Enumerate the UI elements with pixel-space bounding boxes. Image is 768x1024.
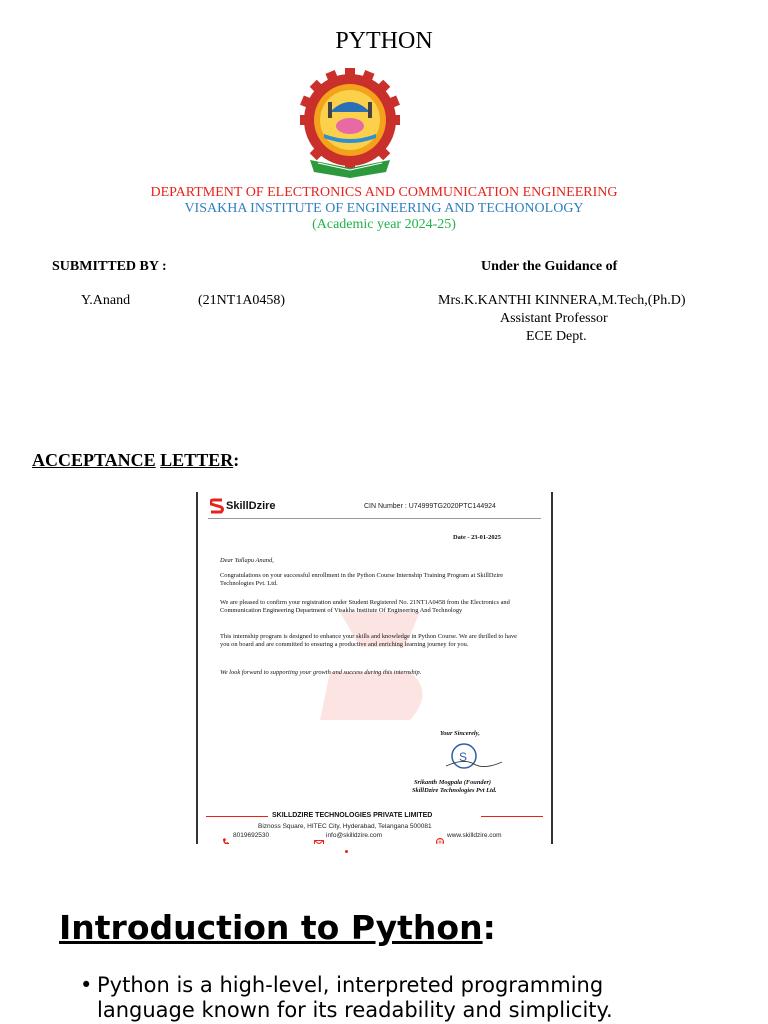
page-title: PYTHON: [335, 28, 433, 54]
footer-phone: 8019692530: [233, 832, 270, 839]
bullet-icon: •: [80, 973, 93, 997]
letter-paragraph-3: This internship program is designed to enhance your skills and knowledge in Python Course. We are thrilled to have you on board and are committed to ensuring a productive and enriching learning journey for you.: [220, 633, 518, 649]
guide-department: ECE Dept.: [526, 329, 587, 344]
student-roll-number: (21NT1A0458): [198, 293, 286, 308]
letter-paragraph-4: We look forward to supporting your growth and success during this internship.: [220, 669, 422, 676]
letter-word: LETTER: [160, 450, 234, 470]
institute-name: VISAKHA INSTITUTE OF ENGINEERING AND TECHONOLOGY: [184, 201, 584, 216]
letter-paragraph-1: Congratulations on your successful enrollment in the Python Course Internship Training Program at SkillDzire Technologies Pvt. Ltd.: [220, 572, 504, 588]
heading-colon: :: [233, 450, 240, 470]
footer-email: info@skilldzire.com: [326, 832, 383, 839]
guidance-label: Under the Guidance of: [481, 259, 618, 274]
student-name: Y.Anand: [81, 293, 131, 308]
academic-year: (Academic year 2024-25): [312, 217, 456, 232]
intro-heading-colon: :: [482, 908, 496, 947]
watermark-logo-icon: [310, 602, 450, 732]
acceptance-letter-image: [196, 492, 553, 844]
svg-text:S: S: [459, 750, 468, 764]
guide-role: Assistant Professor: [500, 311, 608, 326]
intro-heading: [59, 908, 496, 947]
letter-date: Date - 23-01-2025: [453, 534, 501, 541]
department-name: DEPARTMENT OF ELECTRONICS AND COMMUNICATION ENGINEERING: [150, 185, 618, 200]
signature-seal-icon: [444, 740, 504, 774]
acceptance-letter-heading: [32, 450, 239, 471]
letter-closing: Your Sincerely,: [440, 730, 480, 737]
letter-salutation: Dear Yallapu Anand,: [220, 557, 274, 564]
intro-heading-text: Introduction to Python: [59, 908, 483, 947]
letter-paragraph-2: We are pleased to confirm your registration under Student Registered No. 21NT1A0458 from the Electronics and Communication Engineering Department of Visakha Institute Of Engineering And Technology: [220, 599, 510, 615]
skilldzire-logo: [210, 498, 224, 519]
footer-address: Biznoss Square, HITEC City, Hyderabad, Telangana 500081: [258, 823, 432, 830]
brand-name: SkillDzire: [226, 500, 276, 512]
intro-bullet-text: Python is a high-level, interpreted programming language known for its readability and simplicity.: [97, 973, 613, 1022]
cin-number: CIN Number : U74999TG2020PTC144924: [364, 503, 496, 510]
submitted-by-label: SUBMITTED BY :: [52, 259, 167, 274]
footer-website: www.skilldzire.com: [447, 832, 502, 839]
guide-name: Mrs.K.KANTHI KINNERA,M.Tech,(Ph.D): [438, 293, 686, 308]
college-logo: [300, 68, 400, 180]
signer-company: SkillDzire Technologies Pvt Ltd.: [412, 787, 497, 794]
footer-company: SKILLDZIRE TECHNOLOGIES PRIVATE LIMITED: [272, 812, 433, 819]
acceptance-word: ACCEPTANCE: [32, 450, 156, 470]
globe-icon: [436, 833, 444, 844]
signer-name: Srikanth Mogpala (Founder): [414, 779, 492, 786]
mail-icon: [314, 834, 324, 844]
page-marker-dot: [345, 850, 348, 853]
phone-icon: [222, 833, 230, 844]
